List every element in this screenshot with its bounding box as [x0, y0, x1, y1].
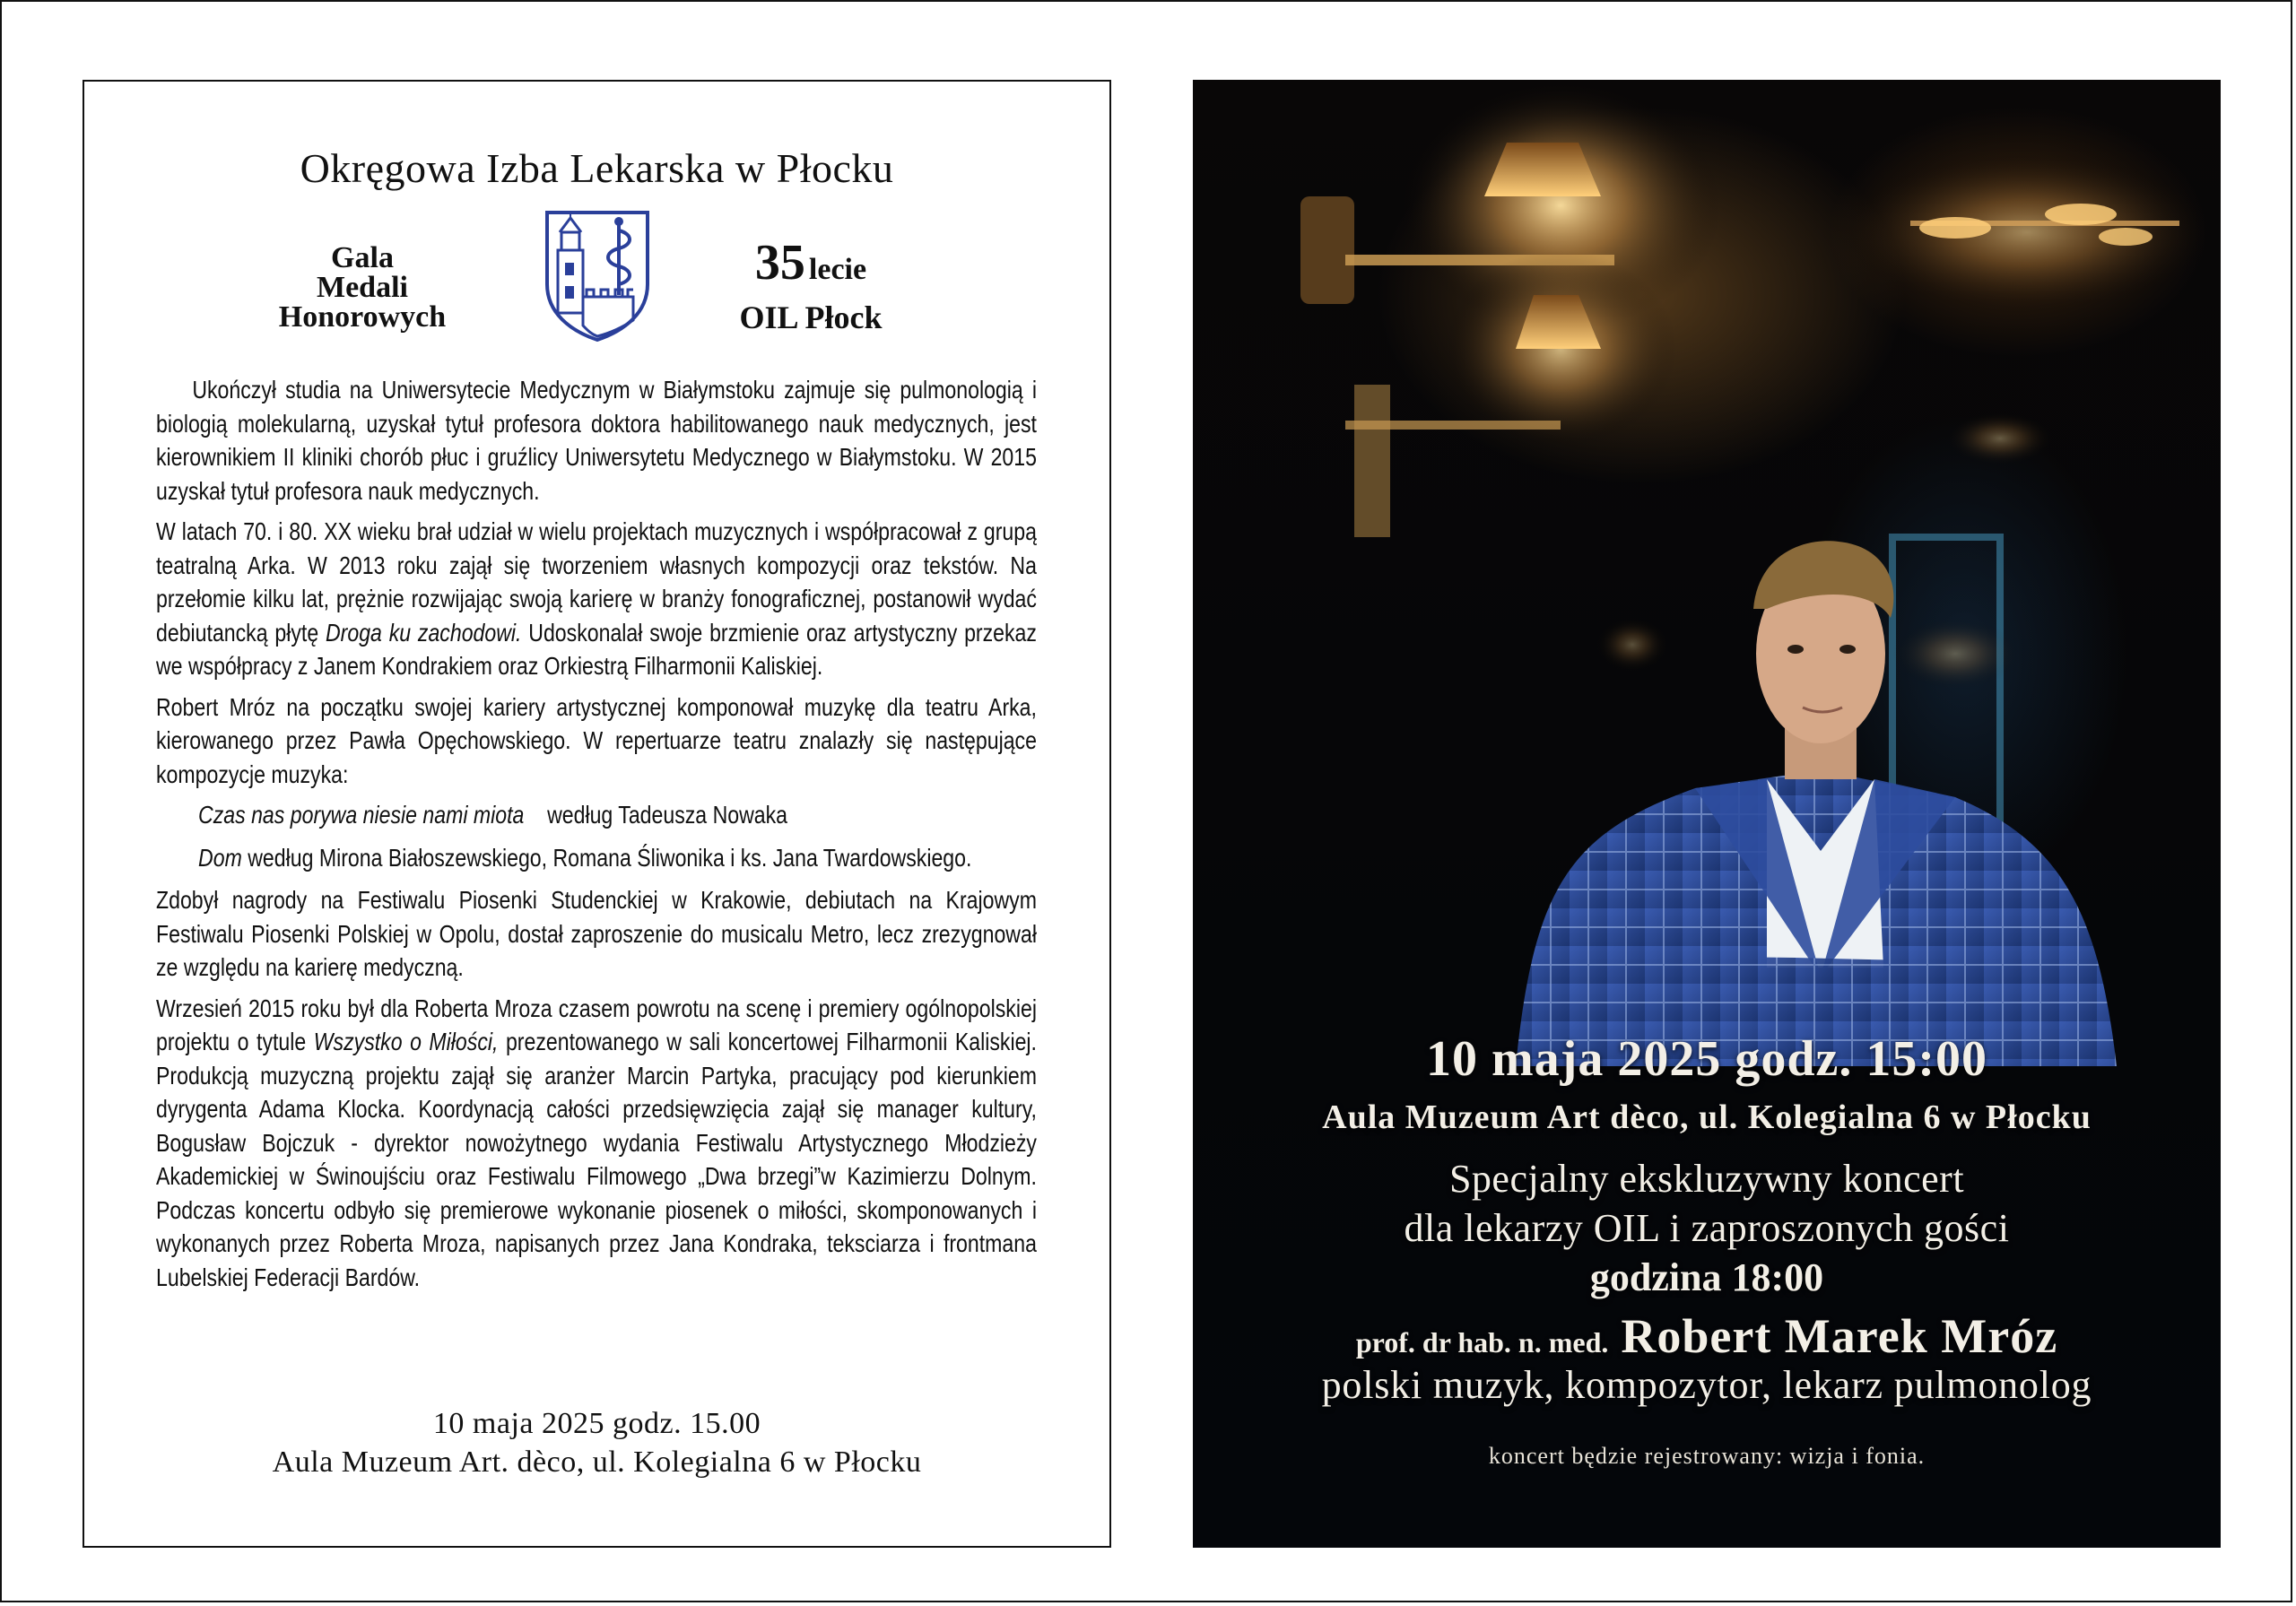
anniversary-label — [703, 234, 918, 336]
event-venue-line: Aula Muzeum Art. dèco, ul. Kolegialna 6 w Płocku — [272, 1445, 922, 1479]
composition-source: według Mirona Białoszewskiego, Romana Śliwonika i ks. Jana Twardowskiego. — [241, 843, 972, 872]
performer-heading — [1193, 1308, 2221, 1364]
composition-title: Czas nas porywa niesie nami miota — [198, 801, 525, 829]
composition-item — [156, 798, 1037, 832]
concert-description-line: Specjalny ekskluzywny koncert — [1448, 1157, 1965, 1201]
coat-of-arms-icon — [544, 209, 651, 342]
bio-paragraph — [156, 992, 1037, 1295]
album-title: Droga ku zachodowi. — [325, 618, 522, 647]
anniversary-number: 35 — [754, 235, 805, 291]
gala-title — [273, 243, 452, 332]
anniversary-word: lecie — [808, 253, 867, 286]
gala-line: Medali — [317, 271, 408, 304]
composition-source: według Tadeusza Nowaka — [547, 801, 788, 829]
bio-paragraph: Robert Mróz na początku swojej kariery artystycznej komponował muzykę dla teatru Arka, kierowanego przez Pawła Opęchowskiego. W repertuarze teatru znalazły się następujące kompozycje muzyka: — [156, 692, 1037, 788]
gala-line: Gala — [331, 241, 394, 274]
bio-paragraph: Ukończył studia na Uniwersytecie Medycznym w Białymstoku zajmuje się pulmonologią i biologią molekularną, uzyskał tytuł profesora doktora habilitowanego nauk medycznych, jest kierownikiem II kliniki chorób płuc i gruźlicy Uniwersytetu Medycznego w Białymstoku. W 2015 uzyskał tytuł profesora nauk medycznych. — [156, 376, 1037, 505]
gala-line: Honorowych — [278, 300, 447, 334]
sconce-arm — [1345, 421, 1561, 430]
concert-time: godzina 18:00 — [1589, 1255, 1824, 1299]
project-title: Wszystko o Miłości, — [313, 1028, 499, 1055]
bio-text: Wrzesień 2015 roku był dla Roberta Mroza czasem powrotu na scenę i premiery ogólnopolskiej projektu o tytule — [156, 994, 1037, 1055]
performer-description: polski muzyk, kompozytor, lekarz pulmonolog — [1321, 1363, 2092, 1407]
bio-paragraph: Zdobył nagrody na Festiwalu Piosenki Studenckiej w Krakowie, debiutach na Krajowym Festiwalu Piosenki Polskiej w Opolu, dostał zaproszenie do musicalu Metro, lecz zrezygnował ze względu na karierę medyczną. — [156, 886, 1037, 981]
poster-panel — [1193, 80, 2221, 1548]
wall-sconce — [1354, 385, 1390, 537]
performer-title: prof. dr hab. n. med. — [1355, 1326, 1609, 1359]
wall-sconce — [1300, 196, 1354, 304]
bio-text: W latach 70. i 80. XX wieku brał udział w wielu projektach muzycznych i współpracował z grupą teatralną Arka. W 2013 roku zajął się tworzeniem własnych kompozycji oraz tekstów. Na przełomie kilku lat, prężnie rozwijając swoją karierę w branży fonograficznej, postanowił wydać debiutancką płytę — [156, 517, 1037, 647]
event-date: 10 maja 2025 godz. 15:00 — [1426, 1031, 1987, 1087]
bio-paragraph — [156, 515, 1037, 683]
bio-text: Udoskonalał swoje brzmienie oraz artystyczny przekaz we współpracy z Janem Kondrakiem oraz Orkiestrą Filharmonii Kaliskiej. — [156, 618, 1037, 680]
biography-text — [156, 373, 1037, 1301]
performer-portrait — [1516, 541, 2117, 1066]
concert-description-line: dla lekarzy OIL i zaproszonych gości — [1404, 1206, 2010, 1250]
composition-title: Dom — [198, 843, 242, 872]
recording-note: koncert będzie rejestrowany: wizja i fonia. — [1488, 1443, 1926, 1469]
anniversary-org: OIL Płock — [739, 299, 883, 335]
performer-name: Robert Marek Mróz — [1621, 1309, 2058, 1363]
chandelier-glow — [1839, 152, 2215, 313]
composition-item — [156, 841, 1037, 875]
org-title: Okręgowa Izba Lekarska w Płocku — [300, 145, 894, 191]
event-footer — [84, 1404, 1109, 1481]
bio-text: prezentowanego w sali koncertowej Filharmonii Kaliskiej. Produkcją muzyczną projektu zajął się aranżer Marcin Partyka, pracujący pod kierunkiem dyrygenta Adama Klocka. Koordynacją całości przedsięwzięcia zajął się manager kultury, Bogusław Bojczuk - dyrektor nowożytnego wydania Festiwalu Artystycznego Młodzieży Akademickiej w Świnoujściu oraz Festiwalu Filmowego „Dwa brzegi”w Kazimierzu Dolnym. Podczas koncertu odbyło się premierowe wykonanie piosenek o miłości, skomponowanych i wykonanych przez Roberta Mroza, napisanych przez Jana Kondraka, teksciarza i frontmana Lubelskiej Federacji Bardów. — [156, 1028, 1037, 1291]
event-venue: Aula Muzeum Art dèco, ul. Kolegialna 6 w Płocku — [1322, 1098, 2092, 1136]
event-date-line: 10 maja 2025 godz. 15.00 — [432, 1407, 761, 1440]
left-panel — [83, 80, 1111, 1548]
